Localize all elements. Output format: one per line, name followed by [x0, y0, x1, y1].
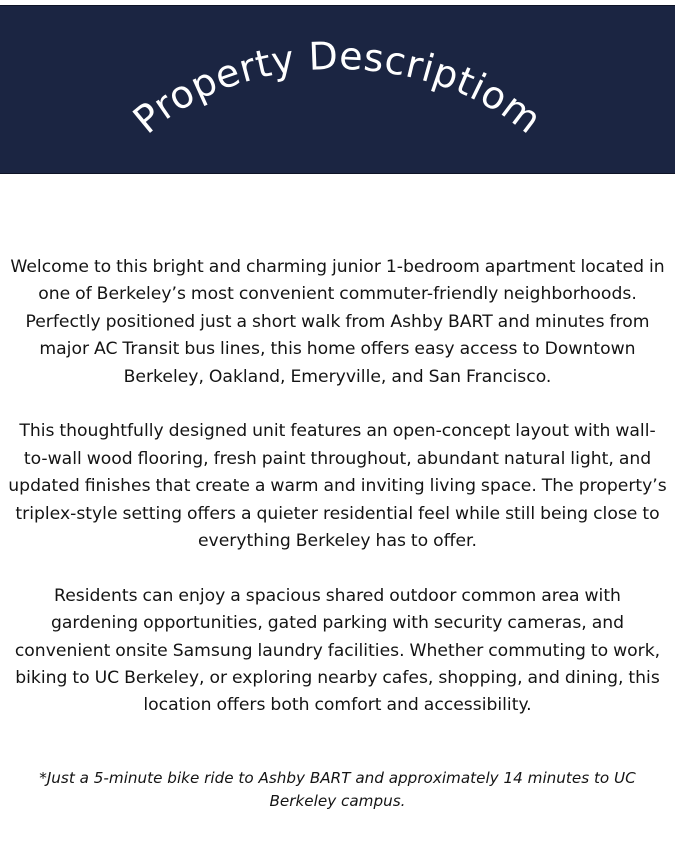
- title-banner: [0, 5, 675, 174]
- amenities-paragraph: Residents can enjoy a spacious shared outdoor common area with gardening opportunities, gated parking with security cameras, and convenient onsite Samsung laundry facilities. Whether commuting to work, biking to UC Berkeley, or exploring nearby cafes, shopping, and dining, this location offers both comfort and accessibility.: [14, 585, 661, 716]
- intro-paragraph: Welcome to this bright and charming junior 1-bedroom apartment located in one of Berkeley’s most convenient commuter-friendly neighborhoods. Perfectly positioned just a short walk from Ashby BART and minutes from major AC Transit bus lines, this home offers easy access to Downtown Berkeley, Oakland, Emeryville, and San Francisco.: [10, 257, 665, 387]
- commute-footnote: *Just a 5-minute bike ride to Ashby BART and approximately 14 minutes to UC Berkeley campus.: [39, 769, 636, 810]
- page-title-text: Property Descriptiom: [124, 33, 550, 143]
- curved-title-graphic: [0, 6, 675, 175]
- property-description-body: [8, 254, 667, 720]
- features-paragraph: This thoughtfully designed unit features an open-concept layout with wall-to-wall wood flooring, fresh paint throughout, abundant natural light, and updated finishes that create a warm and inviting living space. The property’s triplex-style setting offers a quieter residential feel while still being close to everything Berkeley has to offer.: [8, 421, 667, 552]
- page-title: [125, 34, 550, 143]
